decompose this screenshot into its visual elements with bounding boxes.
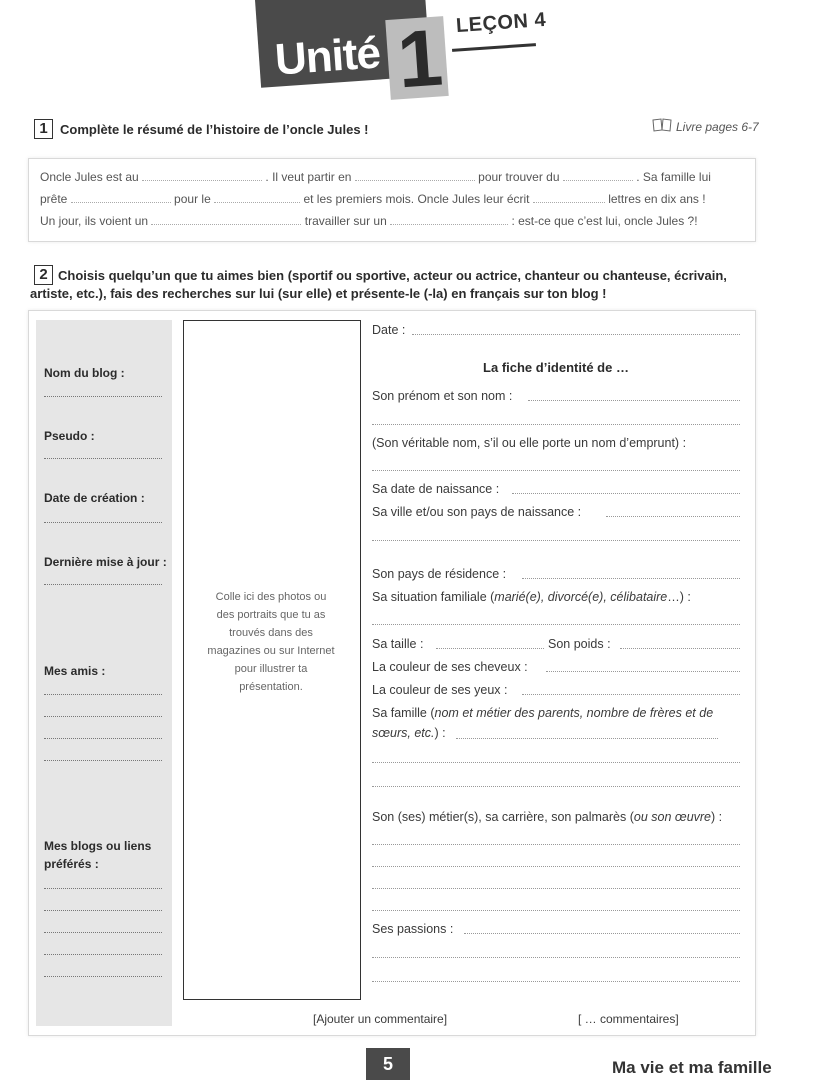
- book-icon: [652, 118, 672, 135]
- blank[interactable]: [151, 214, 301, 225]
- summary-line-1: Oncle Jules est au . Il veut partir en pour trouver du . Sa famille lui: [40, 170, 711, 184]
- hair-color-line[interactable]: [546, 671, 740, 672]
- summary-line-3: Un jour, ils voient un travailler sur un : est-ce que c’est lui, oncle Jules ?!: [40, 214, 698, 228]
- unit-number: 1: [394, 12, 446, 105]
- pseudo-label: Pseudo :: [44, 429, 95, 443]
- family-line-2[interactable]: [372, 762, 740, 763]
- exercise-2-number: 2: [34, 265, 53, 285]
- family-status-label: Sa situation familiale (marié(e), divorcé(e), célibataire…) :: [372, 590, 691, 604]
- book-reference-text: Livre pages 6-7: [676, 119, 759, 134]
- weight-line[interactable]: [620, 648, 740, 649]
- birth-place-label: Sa ville et/ou son pays de naissance :: [372, 505, 582, 519]
- eye-color-label: La couleur de ses yeux :: [372, 683, 508, 697]
- birth-date-line[interactable]: [512, 493, 740, 494]
- family-label-line-1: Sa famille (nom et métier des parents, nombre de frères et de: [372, 706, 714, 720]
- lesson-label: LEÇON 4: [455, 8, 547, 38]
- favorite-blogs-label-2: préférés :: [44, 857, 99, 871]
- friends-label: Mes amis :: [44, 664, 106, 678]
- blank[interactable]: [563, 170, 633, 181]
- comments-count-link[interactable]: [ … commentaires]: [578, 1012, 679, 1026]
- birth-place-line[interactable]: [606, 516, 740, 517]
- passions-line-3[interactable]: [372, 981, 740, 982]
- date-label: Date :: [372, 323, 406, 337]
- last-update-label: Dernière mise à jour :: [44, 555, 167, 569]
- real-name-line[interactable]: [372, 470, 740, 471]
- blank[interactable]: [355, 170, 475, 181]
- first-last-name-label: Son prénom et son nom :: [372, 389, 513, 403]
- photo-instructions: Colle ici des photos ou des portraits que tu as trouvés dans des magazines ou sur Internet pour illustrer ta présentation.: [207, 591, 335, 693]
- career-line-2[interactable]: [372, 866, 740, 867]
- residence-line[interactable]: [522, 578, 740, 579]
- last-update-line[interactable]: [44, 584, 162, 585]
- friends-line[interactable]: [44, 716, 162, 717]
- height-line[interactable]: [436, 648, 544, 649]
- friends-line[interactable]: [44, 760, 162, 761]
- career-line-3[interactable]: [372, 888, 740, 889]
- blog-name-line[interactable]: [44, 396, 162, 397]
- blank[interactable]: [390, 214, 508, 225]
- birth-date-label: Sa date de naissance :: [372, 482, 500, 496]
- exercise-1-number: 1: [34, 119, 53, 139]
- blank[interactable]: [533, 192, 605, 203]
- height-label: Sa taille :: [372, 637, 424, 651]
- summary-line-2: prête pour le et les premiers mois. Oncle Jules leur écrit lettres en dix ans !: [40, 192, 706, 206]
- blank[interactable]: [71, 192, 171, 203]
- career-line-1[interactable]: [372, 844, 740, 845]
- passions-line[interactable]: [464, 933, 740, 934]
- unit-label: Unité: [273, 28, 382, 85]
- eye-color-line[interactable]: [522, 694, 740, 695]
- career-label: Son (ses) métier(s), sa carrière, son palmarès (ou son œuvre) :: [372, 810, 723, 824]
- lesson-underline: [452, 43, 536, 52]
- friends-line[interactable]: [44, 694, 162, 695]
- first-last-name-line-2[interactable]: [372, 424, 740, 425]
- creation-date-line[interactable]: [44, 522, 162, 523]
- real-name-label: (Son véritable nom, s’il ou elle porte un nom d’emprunt) :: [372, 436, 687, 450]
- favorite-blogs-line[interactable]: [44, 932, 162, 933]
- friends-line[interactable]: [44, 738, 162, 739]
- weight-label: Son poids :: [548, 637, 611, 651]
- pseudo-line[interactable]: [44, 458, 162, 459]
- favorite-blogs-line[interactable]: [44, 954, 162, 955]
- family-line-3[interactable]: [372, 786, 740, 787]
- add-comment-link[interactable]: [Ajouter un commentaire]: [313, 1012, 448, 1026]
- exercise-2-title-line-2: artiste, etc.), fais des recherches sur lui (sur elle) et présente-le (-la) en français sur ton blog !: [30, 286, 607, 301]
- passions-line-2[interactable]: [372, 957, 740, 958]
- book-reference: [652, 118, 759, 135]
- favorite-blogs-line[interactable]: [44, 888, 162, 889]
- date-line[interactable]: [412, 334, 740, 335]
- exercise-2-title-line-1: Choisis quelqu’un que tu aimes bien (sportif ou sportive, acteur ou actrice, chanteur ou chanteuse, écrivain,: [58, 268, 727, 283]
- favorite-blogs-line[interactable]: [44, 910, 162, 911]
- first-last-name-line[interactable]: [528, 400, 740, 401]
- creation-date-label: Date de création :: [44, 491, 145, 505]
- career-line-4[interactable]: [372, 910, 740, 911]
- page-number: 5: [382, 1054, 393, 1074]
- family-line[interactable]: [456, 738, 718, 739]
- birth-place-line-2[interactable]: [372, 540, 740, 541]
- blank[interactable]: [142, 170, 262, 181]
- passions-label: Ses passions :: [372, 922, 454, 936]
- residence-label: Son pays de résidence :: [372, 567, 507, 581]
- exercise-1-title: Complète le résumé de l’histoire de l’oncle Jules !: [60, 122, 369, 137]
- identity-card-title: La fiche d’identité de …: [483, 360, 629, 375]
- blank[interactable]: [214, 192, 300, 203]
- favorite-blogs-line[interactable]: [44, 976, 162, 977]
- family-label-line-2: sœurs, etc.) :: [372, 726, 446, 740]
- hair-color-label: La couleur de ses cheveux :: [372, 660, 528, 674]
- family-status-line[interactable]: [372, 624, 740, 625]
- chapter-title: Ma vie et ma famille: [612, 1058, 772, 1077]
- favorite-blogs-label-1: Mes blogs ou liens: [44, 839, 152, 853]
- blog-name-label: Nom du blog :: [44, 366, 125, 380]
